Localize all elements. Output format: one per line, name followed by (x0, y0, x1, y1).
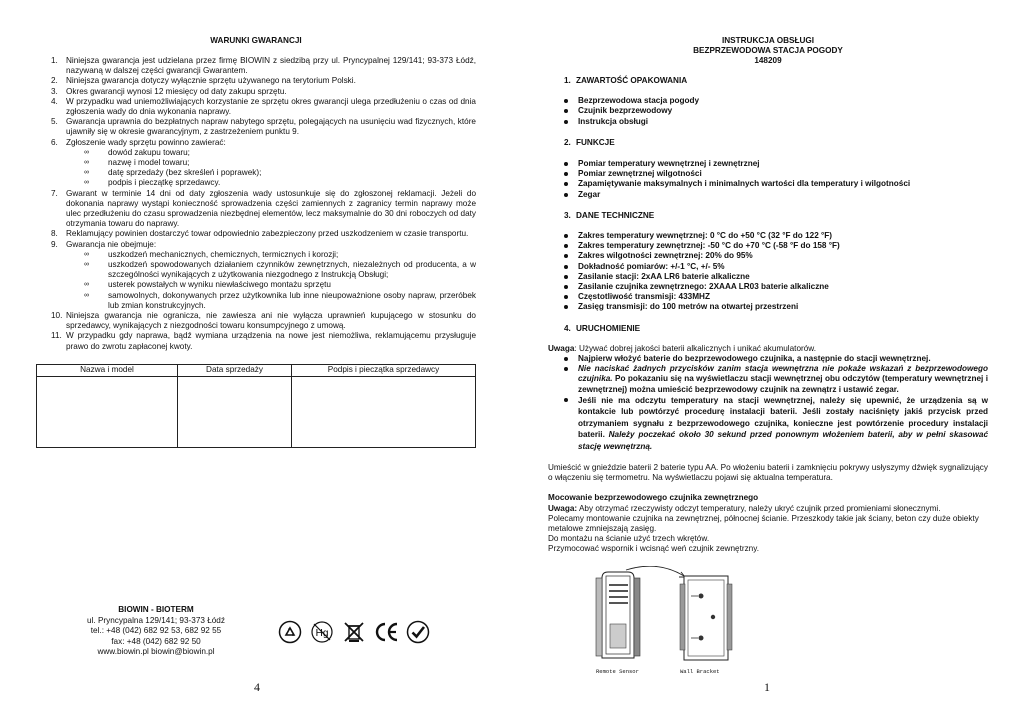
warranty-subitem-text: podpis i pieczątkę sprzedawcy. (108, 178, 221, 188)
warranty-sublist (66, 250, 476, 311)
startup-step-emphasis: Należy poczekać około 30 sekund przed ponownym włożeniem baterii, aby w pełni skasować stację wewnętrzną. (578, 430, 988, 451)
warranty-item (36, 56, 476, 76)
warranty-item-text: W przypadku gdy naprawa, bądź wymiana urządzenia na nowe jest niemożliwa, reklamującemu przysługuje prawo do zwrotu zapłaconej kwoty. (66, 331, 476, 351)
company-info (76, 605, 236, 658)
page-number-left: 4 (254, 680, 260, 694)
warranty-item-text: Zgłoszenie wady sprzętu powinno zawierać: (66, 137, 226, 147)
warranty-subitem (66, 280, 476, 290)
battery-note (548, 344, 988, 354)
warranty-item-text: Okres gwarancji wynosi 12 miesięcy od daty zakupu sprzętu. (66, 86, 287, 96)
warranty-item-text: W przypadku wad uniemożliwiających korzystanie ze sprzętu okres gwarancji ulega przedłużeniu o czas od dnia zgłoszenia wady do dnia wykonania naprawy. (66, 96, 476, 117)
bullet-icon: ∞ (84, 281, 89, 289)
warranty-item (36, 97, 476, 117)
figure-label-wall-bracket: Wall Bracket (680, 668, 720, 675)
section-title: FUNKCJE (576, 137, 615, 147)
startup-step (548, 395, 988, 452)
table-cell-sale-date[interactable] (178, 377, 292, 448)
warranty-item-text: Reklamujący powinien dostarczyć towar odpowiednio zabezpieczony przed uszkodzeniem w czasie transportu. (66, 229, 469, 239)
warranty-item-text: Niniejsza gwarancja jest udzielana przez firmę BIOWIN z siedzibą przy ul. Pryncypalnej 129/141; 93-373 Łódź, nazywaną w dalszej części gwarancji Gwarantem. (66, 56, 476, 76)
warranty-item (36, 311, 476, 331)
startup-step-text: Najpierw włożyć baterie do bezprzewodowego czujnika, a następnie do stacji wewnętrznej. (578, 354, 931, 364)
warranty-subitem (66, 250, 476, 260)
table-header-name-model: Nazwa i model (37, 365, 178, 377)
bullet-icon: ∞ (84, 148, 89, 156)
svg-text:Hg: Hg (315, 628, 329, 639)
crossed-bin-icon (342, 620, 366, 644)
warranty-subitem (66, 291, 476, 311)
section-list-specs (548, 231, 988, 313)
warranty-subitem-text: dowód zakupu towaru; (108, 147, 190, 157)
warranty-subitem-text: datę sprzedaży (bez skreśleń i poprawek); (108, 168, 262, 178)
manual-title-line-3: 148209 (754, 55, 782, 65)
section-list-item: Bezprzewodowa stacja pogody (548, 96, 988, 106)
manual-body (548, 76, 988, 555)
warranty-subitem (66, 168, 476, 178)
check-mark-icon (406, 620, 430, 644)
section-list-item: Pomiar temperatury wewnętrznej i zewnętrznej (548, 159, 988, 169)
section-number: 2. (564, 137, 571, 147)
section-list-item: Pomiar zewnętrznej wilgotności (548, 169, 988, 179)
mounting-title: Mocowanie bezprzewodowego czujnika zewnętrznego (548, 493, 759, 503)
warranty-item-number: 5. (51, 117, 58, 127)
startup-step-warning: Jeśli nie ma odczytu temperatury na stacji wewnętrznej, należy się upewnić, że urządzenia są w kontakcie lub powtórzyć procedurę instalacji baterii. Jeśli zostały naciśnięty jakiś przycisk przed otrzymaniem sygnału z bezprzewodowego czujnika, konieczne jest powtórzenie procedury instalacji baterii. (578, 395, 988, 440)
warranty-subitem-text: uszkodzeń spowodowanych działaniem czynników zewnętrznych, niezależnych od producenta, a w szczególności wynikających z użytkowania niezgodnego z Instrukcją Obsługi; (108, 260, 476, 280)
warranty-item-number: 10. (51, 311, 63, 321)
section-number: 1. (564, 76, 571, 85)
warranty-list (36, 56, 476, 352)
warranty-page (36, 0, 476, 724)
warranty-item-text: Gwarant w terminie 14 dni od daty zgłoszenia wady ustosunkuje się do zgłoszonej reklamacji. Jeżeli do dokonania naprawy wystąpi konieczność sprowadzenia części zamiennych z zagranicy termin naprawy może ulec przedłużeniu do czasu sprowadzenia niezbędnej elementów, lecz maksymalnie do 30 dni roboczych od daty otrzymania towaru do naprawy. (66, 188, 476, 229)
warranty-item-number: 9. (51, 239, 58, 249)
sensor-bracket-illustration (588, 566, 768, 680)
warranty-subitem-text: nazwę i model towaru; (108, 158, 190, 168)
hg-crossed-icon (310, 620, 334, 644)
manual-title-line-1: INSTRUKCJA OBSŁUGI (721, 36, 815, 45)
section-list-item: Zakres temperatury zewnętrznej: -50 °C do +70 °C (-58 °F do 158 °F) (548, 241, 988, 251)
section-heading-4 (548, 324, 988, 334)
warranty-title: WARUNKI GWARANCJI (210, 36, 302, 45)
page-number-right: 1 (764, 680, 770, 694)
table-header-signature: Podpis i pieczątka sprzedawcy (292, 365, 476, 377)
bullet-icon: ∞ (84, 250, 89, 258)
battery-paragraph: Umieścić w gnieździe baterii 2 baterie typu AA. Po włożeniu baterii i zamknięciu pokrywy usłyszymy dźwięk sygnalizujący o włączeniu się termometru. Na wyświetlaczu pojawi się aktualna temperatura. (548, 462, 988, 483)
warranty-item (36, 87, 476, 97)
warranty-item (36, 229, 476, 239)
company-fax: fax: +48 (042) 682 92 50 (111, 636, 201, 646)
company-address: ul. Pryncypalna 129/141; 93-373 Łódź (87, 615, 225, 625)
warranty-item (36, 189, 476, 230)
mounting-line: Aby otrzymać rzeczywisty odczyt temperatury, należy ukryć czujnik przed promieniami słonecznymi. (577, 503, 941, 513)
figure-label-remote-sensor: Remote Sensor (596, 668, 639, 675)
warranty-item-text: Gwarancja uprawnia do bezpłatnych napraw nabytego sprzętu, polegających na usunięciu wad fizycznych, które ujawniły się w okresie gwarancyjnym, z zastrzeżeniem punktu 9. (66, 117, 476, 137)
warranty-item (36, 331, 476, 351)
warranty-subitem (66, 260, 476, 280)
manual-title (548, 36, 988, 65)
warranty-item (36, 138, 476, 189)
warranty-item (36, 240, 476, 311)
table-cell-name-model[interactable] (37, 377, 178, 448)
section-list-item: Częstotliwość transmisji: 433MHZ (548, 292, 988, 302)
section-title: DANE TECHNICZNE (576, 210, 655, 220)
section-heading-1 (548, 76, 988, 86)
warranty-item-text: Niniejsza gwarancja dotyczy wyłącznie sprzętu używanego na terytorium Polski. (66, 76, 356, 86)
section-list-item: Zasięg transmisji: do 100 metrów na otwartej przestrzeni (548, 302, 988, 312)
warranty-item-number: 11. (51, 331, 62, 341)
section-list-item: Zasilanie czujnika zewnętrznego: 2XAAA LR03 baterie alkaliczne (548, 282, 988, 292)
wall-bracket-drawing (680, 576, 732, 660)
company-web-email: www.biowin.pl biowin@biowin.pl (97, 647, 215, 657)
table-header-sale-date: Data sprzedaży (178, 365, 292, 377)
section-number: 4. (564, 323, 571, 333)
startup-steps (548, 354, 988, 452)
warranty-table (36, 364, 476, 448)
warranty-item-text: Gwarancja nie obejmuje: (66, 239, 157, 249)
startup-step-text: Po pokazaniu się na wyświetlaczu stacji wewnętrznej obu odczytów (temperatury wewnętrznej i zewnętrznej) można umieścić bezprzewodowy czujnik na zewnątrz i ustawić zegar. (578, 374, 988, 394)
section-list-item: Zakres temperatury wewnętrznej: 0 °C do +50 °C (32 °F do 122 °F) (548, 231, 988, 241)
note-text: : Używać dobrej jakości baterii alkalicznych i unikać akumulatorów. (574, 343, 817, 353)
warranty-item-number: 6. (51, 137, 58, 147)
company-phone: tel.: +48 (042) 682 92 53, 682 92 55 (90, 626, 222, 636)
bullet-icon: ∞ (84, 169, 89, 177)
section-list-item: Zegar (548, 190, 988, 200)
section-title: ZAWARTOŚĆ OPAKOWANIA (576, 76, 688, 85)
startup-step (548, 354, 988, 364)
table-cell-signature[interactable] (292, 377, 476, 448)
section-list-functions (548, 159, 988, 200)
warranty-item-number: 8. (51, 229, 58, 239)
mounting-line: Do montażu na ścianie użyć trzech wkrętów. (548, 534, 710, 544)
section-list-item: Zasilanie stacji: 2xAA LR6 baterie alkaliczne (548, 272, 988, 282)
section-heading-3 (548, 211, 988, 221)
section-list-item: Zakres wilgotności zewnętrznej: 20% do 95% (548, 251, 988, 261)
manual-title-line-2: BEZPRZEWODOWA STACJA POGODY (693, 45, 843, 55)
note-label: Uwaga (548, 343, 575, 353)
warranty-item (36, 76, 476, 86)
warranty-subitem-text: samowolnych, dokonywanych przez użytkownika lub inne nieupoważnione osoby napraw, przeróbek lub zmian konstrukcyjnych. (108, 290, 476, 310)
warranty-subitem-text: uszkodzeń mechanicznych, chemicznych, termicznych i korozji; (108, 249, 339, 259)
remote-sensor-drawing (596, 572, 640, 658)
manual-page (548, 0, 988, 724)
section-heading-2 (548, 138, 988, 148)
section-number: 3. (564, 210, 571, 220)
warranty-item-number: 1. (51, 56, 58, 65)
certification-logos (278, 616, 478, 648)
startup-step-emphasis: Nie naciskać żadnych przycisków zanim stacja wewnętrzna nie pokaże wskazań z bezprzewodowego czujnika. (578, 364, 988, 384)
section-list-contents (548, 96, 988, 127)
recycle-icon (278, 620, 302, 644)
ce-mark-icon (374, 620, 398, 644)
section-list-item: Czujnik bezprzewodowy (548, 106, 988, 116)
warranty-item-text: Niniejsza gwarancja nie ogranicza, nie zawiesza ani nie wyłącza uprawnień kupującego w stosunku do sprzedawcy, wynikających z niezgodności towaru konsumpcyjnego z umową. (66, 311, 476, 331)
warranty-item (36, 117, 476, 137)
bullet-icon: ∞ (84, 159, 89, 167)
mounting-paragraph (548, 504, 988, 555)
mounting-line: Polecamy montowanie czujnika na zewnętrznej, północnej ścianie. Przeszkody takie jak ściany, beton czy duże obiekty metalowe zmniejszają zasięg. (548, 513, 979, 533)
section-list-item: Instrukcja obsługi (548, 117, 988, 127)
warranty-item-number: 3. (51, 86, 58, 96)
warranty-item-number: 7. (51, 188, 58, 198)
bullet-icon: ∞ (84, 291, 89, 299)
section-list-item: Zapamiętywanie maksymalnych i minimalnych wartości dla temperatury i wilgotności (548, 179, 988, 189)
mounting-line: Przymocować wspornik i wcisnąć weń czujnik zewnętrzny. (548, 544, 759, 554)
warranty-subitem (66, 148, 476, 158)
warranty-subitem (66, 178, 476, 188)
section-list-item: Dokładność pomiarów: +/-1 °C, +/- 5% (548, 262, 988, 272)
warranty-item-number: 2. (51, 76, 58, 86)
bullet-icon: ∞ (84, 179, 89, 187)
section-title: URUCHOMIENIE (576, 323, 641, 333)
mounting-note-label: Uwaga: (548, 503, 578, 513)
warranty-subitem-text: usterek powstałych w wyniku niewłaściwego montażu sprzętu (108, 280, 331, 290)
warranty-sublist (66, 148, 476, 189)
warranty-subitem (66, 158, 476, 168)
startup-step (548, 364, 988, 395)
company-name: BIOWIN - BIOTERM (118, 605, 194, 614)
bullet-icon: ∞ (84, 261, 89, 269)
warranty-item-number: 4. (51, 96, 58, 106)
